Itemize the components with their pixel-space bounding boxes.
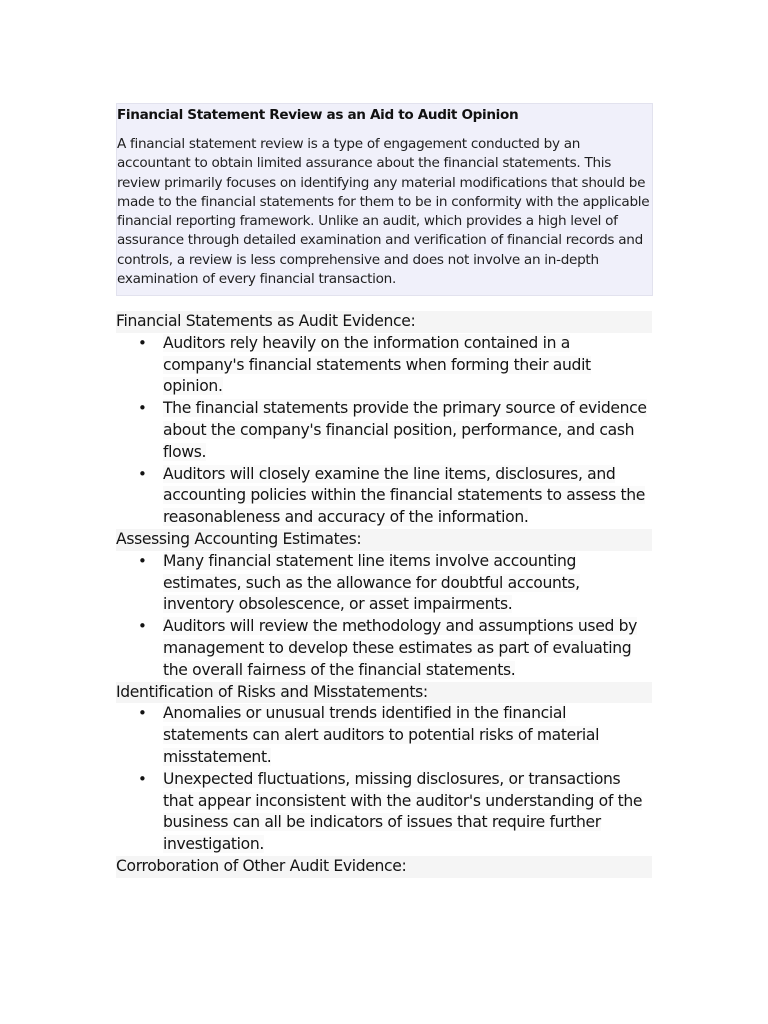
bullet-text: Auditors will closely examine the line items, disclosures, and accounting policies within the financial statements to assess the reasonableness and accuracy of the information. [163,464,645,527]
bullet-item [116,398,652,463]
bullet-text: Auditors will review the methodology and assumptions used by management to develop these estimates as part of evaluating the overall fairness of the financial statements. [163,617,638,679]
bullet-icon: • [138,464,147,483]
bullet-text: Auditors rely heavily on the information contained in a company's financial statements when forming their audit opinion. [163,333,591,396]
bullet-icon: • [138,769,147,788]
bullet-item [116,769,652,856]
document-page [116,103,653,878]
bullet-list [116,551,653,682]
bullet-icon: • [138,551,147,570]
bullet-text: Anomalies or unusual trends identified in the financial statements can alert auditors to potential risks of material misstatement. [163,704,600,766]
sections-list [116,311,653,878]
bullet-text: Unexpected fluctuations, missing disclosures, or transactions that appear inconsistent with the auditor's understanding of the business can all be indicators of issues that require further investigation. [163,769,643,854]
bullet-icon: • [138,333,147,352]
summary-box [116,103,653,296]
bullet-text: The financial statements provide the primary source of evidence about the company's financial position, performance, and cash flows. [163,399,647,461]
section-heading: Assessing Accounting Estimates: [116,529,652,551]
bullet-list [116,333,653,529]
bullet-item [116,464,652,529]
section-financial-statements-evidence [116,311,653,529]
bullet-text: Many financial statement line items involve accounting estimates, such as the allowance for doubtful accounts, inventory obsolescence, or asset impairments. [163,551,580,614]
section-heading: Financial Statements as Audit Evidence: [116,311,652,333]
section-heading: Identification of Risks and Misstatements: [116,682,652,704]
summary-title: Financial Statement Review as an Aid to Audit Opinion [117,107,519,123]
summary-body: A financial statement review is a type of engagement conducted by an accountant to obtain limited assurance about the financial statements. This review primarily focuses on identifying any material modifications that should be made to the financial statements for them to be in conformity with the applicable financial reporting framework. Unlike an audit, which provides a high level of assurance through detailed examination and verification of financial records and controls, a review is less comprehensive and does not involve an in-depth examination of every financial transaction. [117,136,650,288]
section-risks-misstatements [116,682,653,856]
bullet-list [116,703,653,856]
section-accounting-estimates [116,529,653,682]
bullet-icon: • [138,617,147,636]
bullet-item [116,333,652,398]
section-heading: Corroboration of Other Audit Evidence: [116,856,652,878]
section-corroboration [116,856,653,878]
bullet-icon: • [138,704,147,723]
bullet-item [116,551,652,616]
bullet-item [116,616,652,681]
bullet-icon: • [138,399,147,418]
bullet-item [116,703,652,768]
